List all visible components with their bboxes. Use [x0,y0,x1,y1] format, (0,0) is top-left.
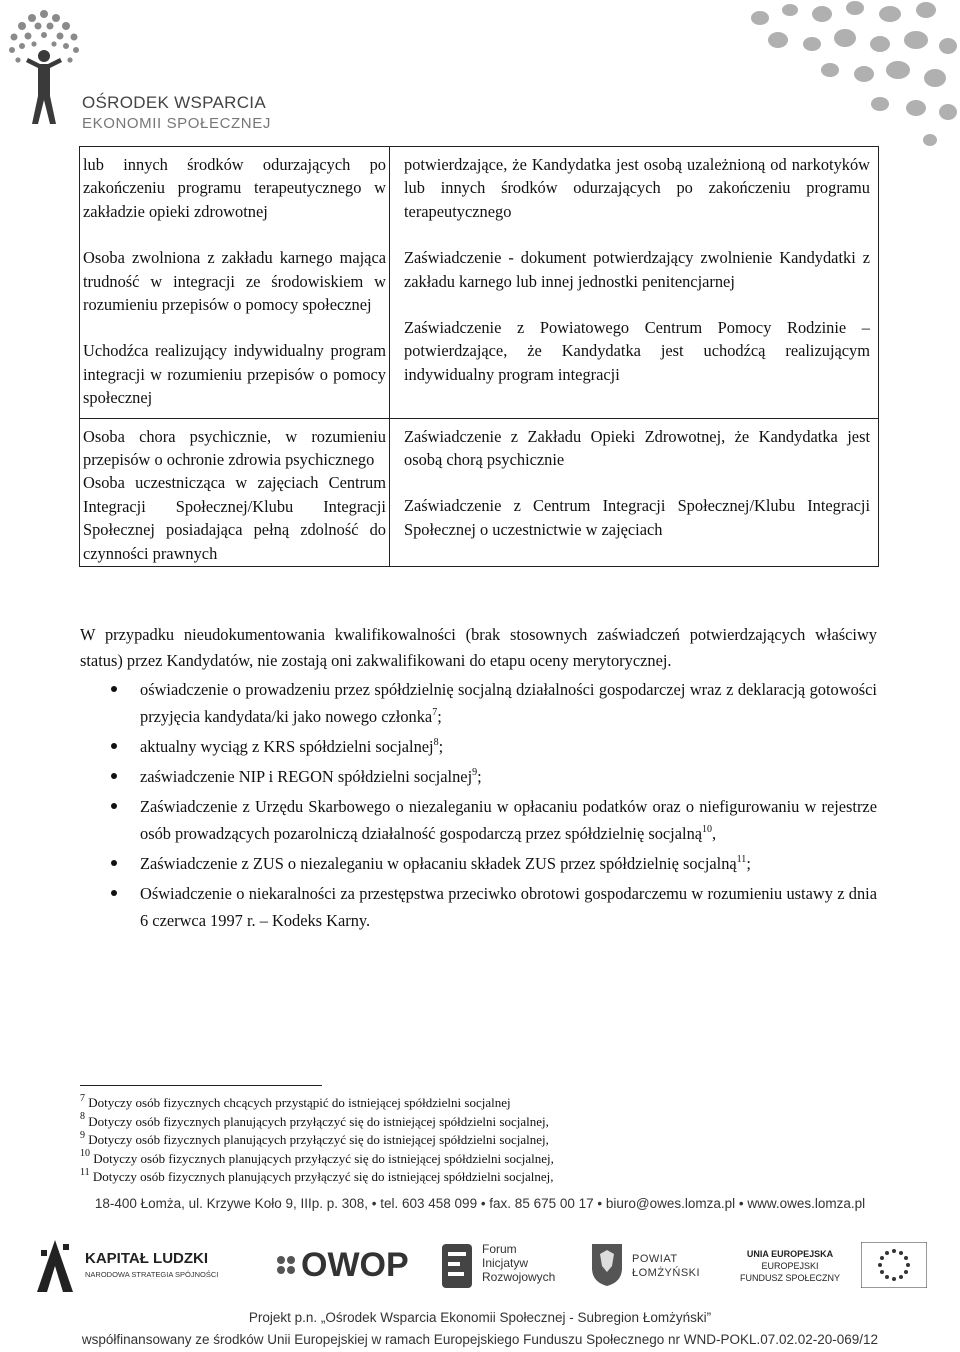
document-text: Zaświadczenie z Centrum Integracji Społecznej/Klubu Integracji Społecznej o uczestnictwie w zajęciach [404,496,870,539]
document-cell [390,147,879,419]
cofinancing-note: współfinansowany ze środków Unii Europejskiej w ramach Europejskiego Funduszu Społecznego nr WND-POKL.07.02.02-20-069/12 [81,1332,879,1347]
document-text: Zaświadczenie z Zakładu Opieki Zdrowotnej, że Kandydatka jest osobą chorą psychicznie [404,426,870,470]
owes-logo [0,0,300,140]
project-title: Projekt p.n. „Ośrodek Wsparcia Ekonomii Społecznej - Subregion Łomżyński” [248,1310,712,1325]
list-item: Zaświadczenie z ZUS o niezaleganiu w opłacaniu składek ZUS przez spółdzielnię socjalną$^{11}$; [80,850,877,877]
fir-logo: Forum Inicjatyw Rozwojowych [440,1232,590,1302]
list-item: oświadczenie o prowadzeniu przez spółdzielnię socjalną działalności gospodarczej wraz z deklaracją gotowości przyjęcia kandydata/ki jako nowego członka$^7$; [80,676,877,730]
criterion-text: lub innych środków odurzających po zakończeniu programu terapeutycznego w zakładzie opieki zdrowotnej [83,155,386,221]
required-documents-list [80,676,877,934]
footnote: $^7$ Dotyczy osób fizycznych chcących przystąpić do istniejącej spółdzielni socjalnej [80,1092,511,1110]
footnotes [80,1094,880,1187]
footnote-divider [80,1085,322,1086]
bullet-icon [111,743,117,749]
bullet-icon [111,890,117,896]
eu-efs-logo: UNIA EUROPEJSKA EUROPEJSKI FUNDUSZ SPOŁECZNY [725,1232,935,1302]
footnote: $^{10}$ Dotyczy osób fizycznych planujących przyłączyć się do istniejącej spółdzielni socjalnej, [80,1148,554,1166]
bullet-icon [111,773,117,779]
contact-line: 18-400 Łomża, ul. Krzywe Koło 9, IIIp. p. 308, • tel. 603 458 099 • fax. 85 675 00 17 • biuro@owes.lomza.pl • www.owes.lomza.pl [94,1196,866,1211]
logo-line2: EKONOMII SPOŁECZNEJ [82,115,271,132]
footnote: $^{11}$ Dotyczy osób fizycznych planujących przyłączyć się do istniejącej spółdzielni socjalnej, [80,1166,554,1184]
table-row [80,147,879,419]
footnote: $^8$ Dotyczy osób fizycznych planujących przyłączyć się do istniejącej spółdzielni socjalnej, [80,1111,549,1129]
criteria-table [79,146,879,567]
tree-person-icon [4,4,84,134]
bullet-icon [111,686,117,692]
logo-line1: OŚRODEK WSPARCIA [82,93,266,112]
list-item: aktualny wyciąg z KRS spółdzielni socjalnej$^8$; [80,733,877,760]
list-item: Zaświadczenie z Urzędu Skarbowego o niezaleganiu w opłacaniu podatków oraz o niefigurowaniu w rejestrze osób prowadzących pozarolniczą działalność gospodarczą przez spółdzielnię socjalną$^{10}$, [80,793,877,847]
criteria-cell [80,418,390,566]
document-text: potwierdzające, że Kandydatka jest osobą uzależnioną od narkotyków lub innych środków odurzających po zakończeniu programu terapeutycznego [404,155,870,221]
document-text: Zaświadczenie z Powiatowego Centrum Pomocy Rodzinie – potwierdzające, że Kandydatka jest uchodźcą realizującym indywidualny program integracji [404,318,870,384]
kl-emblem-icon [33,1236,77,1296]
kapital-ludzki-logo: KAPITAŁ LUDZKI NARODOWA STRATEGIA SPÓJNOŚCI [33,1232,233,1302]
criterion-text: Osoba chora psychicznie, w rozumieniu przepisów o ochronie zdrowia psychicznego [83,426,386,470]
main-content [80,622,877,937]
sponsor-logos [25,1232,935,1302]
fir-emblem-icon [440,1240,474,1292]
criterion-text: Uchodźca realizujący indywidualny program integracji w rozumieniu przepisów o pomocy społecznej [83,341,386,408]
criterion-text: Osoba uczestnicząca w zajęciach Centrum Integracji Społecznej/Klubu Integracji Społecznej posiadająca pełną zdolność do czynności prawnych [83,473,386,563]
document-cell [390,418,879,566]
criterion-text: Osoba zwolniona z zakładu karnego mająca trudność w integracji ze środowiskiem w rozumieniu przepisów o pomocy społecznej [83,248,386,315]
qualification-paragraph: W przypadku nieudokumentowania kwalifikowalności (brak stosownych zaświadczeń potwierdzających właściwy status) przez Kandydatów, nie zostają oni zakwalifikowani do etapu oceny merytorycznej. [80,625,877,670]
decorative-dots [730,0,960,160]
powiat-lomzynski-logo: POWIAT ŁOMŻYŃSKI [590,1232,720,1302]
owop-mark-icon [275,1254,297,1276]
coat-of-arms-icon [590,1242,624,1288]
bullet-icon [111,860,117,866]
list-item: Oświadczenie o niekaralności za przestępstwa przeciwko obrotowi gospodarczemu w rozumieniu ustawy z dnia 6 czerwca 1997 r. – Kodeks Karny. [80,880,877,934]
document-text: Zaświadczenie - dokument potwierdzający zwolnienie Kandydatki z zakładu karnego lub innej jednostki penitencjarnej [404,248,870,291]
owop-logo: OWOP [275,1232,415,1302]
table-row [80,418,879,566]
footnote: $^9$ Dotyczy osób fizycznych planujących przyłączyć się do istniejącej spółdzielni socjalnej, [80,1129,549,1147]
list-item: zaświadczenie NIP i REGON spółdzielni socjalnej$^9$; [80,763,877,790]
eu-flag-icon [861,1242,927,1288]
criteria-cell [80,147,390,419]
bullet-icon [111,803,117,809]
